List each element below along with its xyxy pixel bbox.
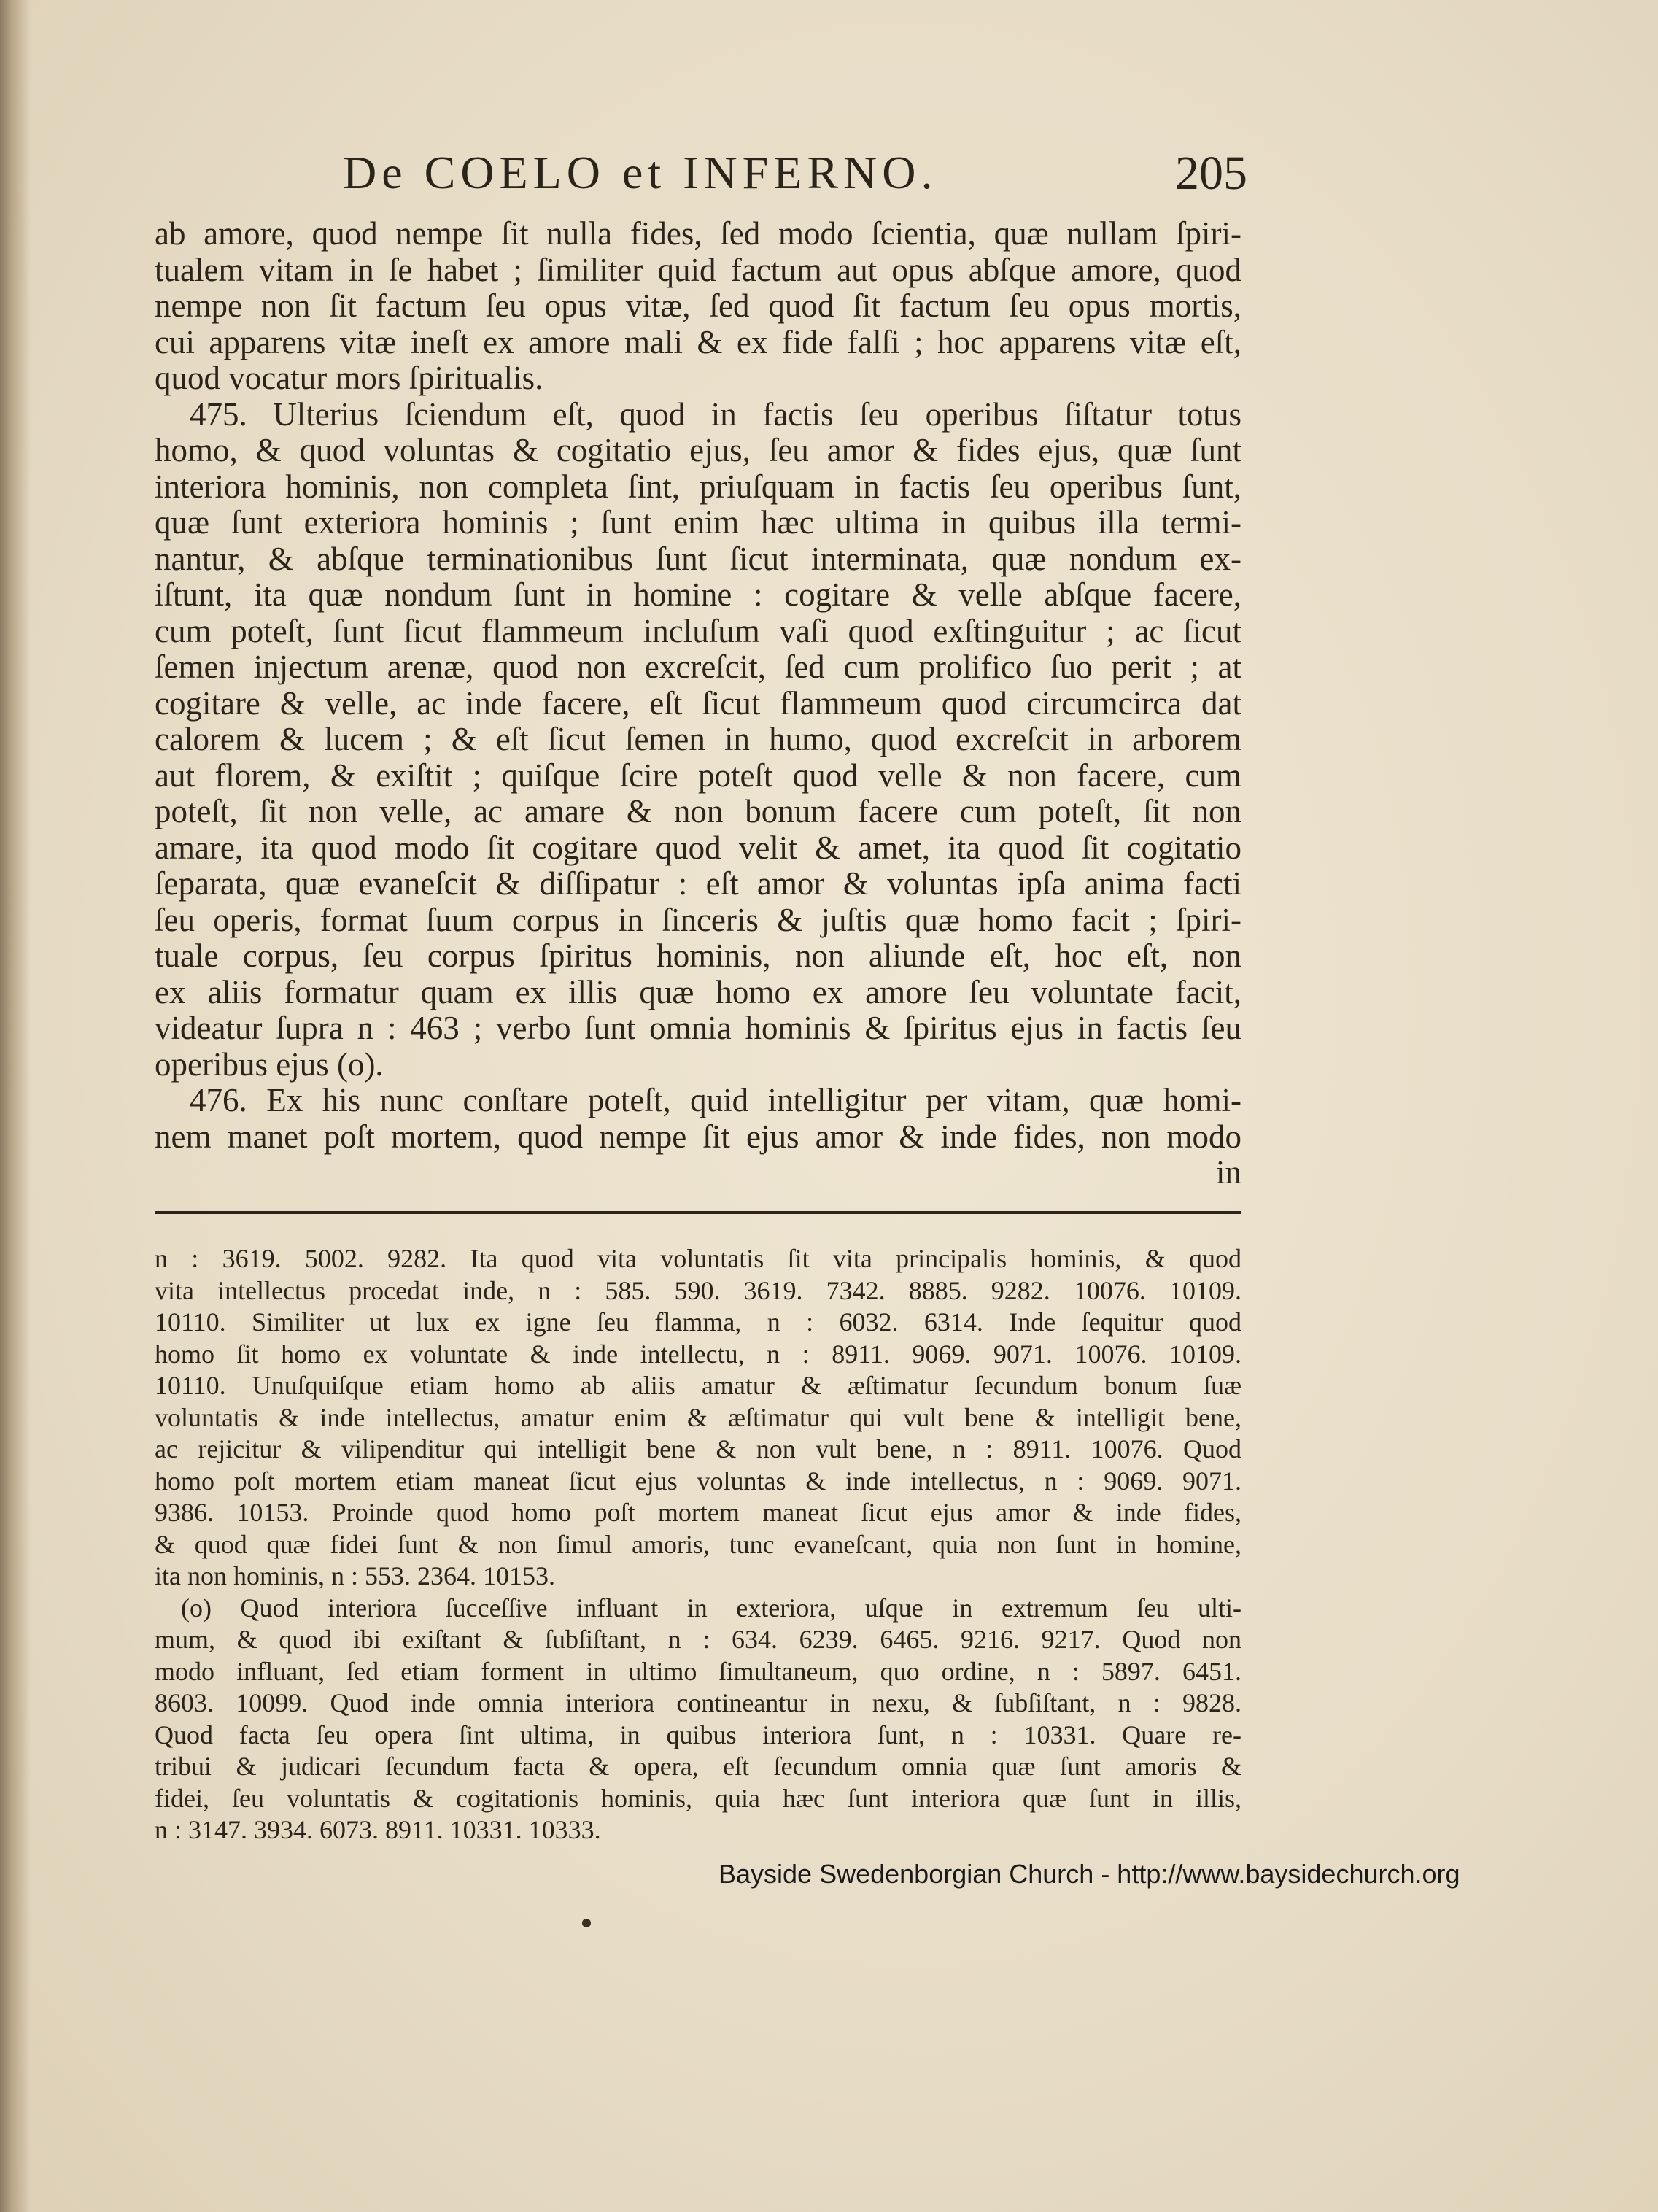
footnote-line: modo influant, ſed etiam forment in ultimo ſimultaneum, quo ordine, n : 5897. 6451. xyxy=(155,1656,1241,1686)
text-line: operibus ejus (o). xyxy=(155,1046,384,1083)
text-line: tualem vitam in ſe habet ; ſimiliter quid factum aut opus abſque amore, quod xyxy=(155,252,1241,288)
footnote-line: 10110. Unuſquiſque etiam homo ab aliis amatur & æſtimatur ſecundum bonum ſuæ xyxy=(155,1371,1241,1400)
binding-shadow xyxy=(0,0,31,2212)
catchword: in xyxy=(1215,1155,1241,1191)
text-line: ſeparata, quæ evaneſcit & diſſipatur : eſt amor & voluntas ipſa anima facti xyxy=(155,866,1241,902)
text-line: interiora hominis, non completa ſint, priuſquam in factis ſeu operibus ſunt, xyxy=(155,468,1241,505)
footnote-line: ita non hominis, n : 553. 2364. 10153. xyxy=(155,1561,555,1590)
footnote-rule xyxy=(155,1211,1241,1214)
watermark-text: Bayside Swedenborgian Church - http://www.baysidechurch.org xyxy=(718,1859,1460,1889)
text-line: ſeu operis, format ſuum corpus in ſinceris & juſtis quæ homo facit ; ſpiri- xyxy=(155,902,1241,938)
footnote-line: n : 3147. 3934. 6073. 8911. 10331. 10333. xyxy=(155,1815,601,1844)
ink-spot xyxy=(582,1919,591,1927)
text-line: poteſt, ſit non velle, ac amare & non bonum facere cum poteſt, ſit non xyxy=(155,794,1241,830)
page-number: 205 xyxy=(1175,147,1247,200)
footnote-line: fidei, ſeu voluntatis & cogitationis hominis, quia hæc ſunt interiora quæ ſunt in illis, xyxy=(155,1783,1241,1813)
text-line: quæ ſunt exteriora hominis ; ſunt enim hæc ultima in quibus illa termi- xyxy=(155,505,1241,541)
text-line: calorem & lucem ; & eſt ſicut ſemen in humo, quod excreſcit in arborem xyxy=(155,722,1241,757)
running-title: De COELO et INFERNO. xyxy=(343,147,938,198)
text-line: iſtunt, ita quæ nondum ſunt in homine : cogitare & velle abſque facere, xyxy=(155,577,1241,613)
text-line: tuale corpus, ſeu corpus ſpiritus hominis, non aliunde eſt, hoc eſt, non xyxy=(155,938,1241,974)
paragraph-476-start: 476. Ex his nunc conſtare poteſt, quid intelligitur per vitam, quæ homi- xyxy=(190,1083,1241,1118)
text-line: homo, & quod voluntas & cogitatio ejus, ſeu amor & fides ejus, quæ ſunt xyxy=(155,433,1241,468)
page-header xyxy=(343,146,1247,204)
footnote-line: voluntatis & inde intellectus, amatur enim & æſtimatur qui vult bene & intelligit bene, xyxy=(155,1402,1241,1432)
text-line: ab amore, quod nempe ſit nulla fides, ſed modo ſcientia, quæ nullam ſpiri- xyxy=(155,216,1241,252)
text-line: nem manet poſt mortem, quod nempe ſit ejus amor & inde fides, non modo xyxy=(155,1118,1241,1155)
footnote-line: vita intellectus procedat inde, n : 585. 590. 3619. 7342. 8885. 9282. 10076. 10109. xyxy=(155,1275,1241,1305)
footnote-line: 8603. 10099. Quod inde omnia interiora contineantur in nexu, & ſubſiſtant, n : 9828. xyxy=(155,1688,1241,1717)
footnote-line: 9386. 10153. Proinde quod homo poſt mortem maneat ſicut ejus amor & inde fides, xyxy=(155,1498,1241,1527)
text-line: cogitare & velle, ac inde facere, eſt ſicut flammeum quod circumcirca dat xyxy=(155,685,1241,722)
footnote-line: & quod quæ fidei ſunt & non ſimul amoris, tunc evaneſcant, quia non ſunt in homine, xyxy=(155,1529,1241,1559)
text-line: cum poteſt, ſunt ſicut flammeum incluſum vaſi quod exſtinguitur ; ac ſicut xyxy=(155,613,1241,649)
text-line: nantur, & abſque terminationibus ſunt ſicut interminata, quæ nondum ex- xyxy=(155,541,1241,577)
footnote-line: homo ſit homo ex voluntate & inde intellectu, n : 8911. 9069. 9071. 10076. 10109. xyxy=(155,1339,1241,1369)
footnote-line: ac rejicitur & vilipenditur qui intelligit bene & non vult bene, n : 8911. 10076. Quod xyxy=(155,1434,1241,1463)
paragraph-475-start: 475. Ulterius ſciendum eſt, quod in factis ſeu operibus ſiſtatur totus xyxy=(190,396,1241,433)
text-line: quod vocatur mors ſpiritualis. xyxy=(155,360,543,396)
footnote-line: n : 3619. 5002. 9282. Ita quod vita voluntatis ſit vita principalis hominis, & quod xyxy=(155,1244,1241,1273)
text-line: nempe non ſit factum ſeu opus vitæ, ſed quod ſit factum ſeu opus mortis, xyxy=(155,288,1241,324)
main-text xyxy=(155,216,1241,1191)
text-line: ſemen injectum arenæ, quod non excreſcit, ſed cum prolifico ſuo perit ; at xyxy=(155,649,1241,685)
footnote-line: tribui & judicari ſecundum facta & opera, eſt ſecundum omnia quæ ſunt amoris & xyxy=(155,1752,1241,1781)
footnote-line: 10110. Similiter ut lux ex igne ſeu flamma, n : 6032. 6314. Inde ſequitur quod xyxy=(155,1307,1241,1337)
text-line: aut florem, & exiſtit ; quiſque ſcire poteſt quod velle & non facere, cum xyxy=(155,757,1241,794)
footnotes xyxy=(155,1243,1241,1846)
text-line: videatur ſupra n : 463 ; verbo ſunt omnia hominis & ſpiritus ejus in factis ſeu xyxy=(155,1010,1241,1046)
text-line: amare, ita quod modo ſit cogitare quod velit & amet, ita quod ſit cogitatio xyxy=(155,830,1241,866)
footnote-o-start: (o) Quod interiora ſucceſſive influant in exteriora, uſque in extremum ſeu ulti- xyxy=(181,1593,1241,1623)
text-line: cui apparens vitæ ineſt ex amore mali & ex fide falſi ; hoc apparens vitæ eſt, xyxy=(155,324,1241,360)
text-line: ex aliis formatur quam ex illis quæ homo ex amore ſeu voluntate facit, xyxy=(155,974,1241,1010)
footnote-line: Quod facta ſeu opera ſint ultima, in quibus interiora ſunt, n : 10331. Quare re- xyxy=(155,1720,1241,1749)
footnote-line: mum, & quod ibi exiſtant & ſubſiſtant, n : 634. 6239. 6465. 9216. 9217. Quod non xyxy=(155,1625,1241,1654)
footnote-line: homo poſt mortem etiam maneat ſicut ejus voluntas & inde intellectus, n : 9069. 9071. xyxy=(155,1466,1241,1496)
